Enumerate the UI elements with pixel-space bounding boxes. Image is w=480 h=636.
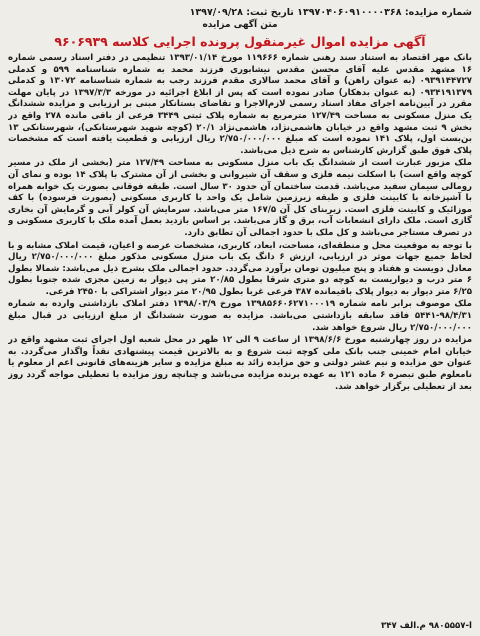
body-paragraph: بانک مهر اقتصاد به استناد سند رهنی شماره ۱۱۹۶۶۶ مورخ ۱۳۹۳/۰۱/۱۴ تنظیمی در دفتر اسناد رسمی شماره ۱۶ مشهد مقدس علیه آقای محسن مقدس نیشابوری فرزند محمد به شماره شناسنامه ۵۹۹ و کدملی ۰۹۳۹۱۴۴۷۲۷ (به عنوان راهن) و آقای محمد سالاری مقدم فرزند رجب به شماره شناسنامه ۱۳۰۷۲ و کدملی ۰۹۳۴۱۹۱۳۷۹ (به عنوان بدهکار) صادر نموده است که پس از ابلاغ اجرائیه در مورخه ۱۳۹۷/۳/۳ در پایان مهلت مقرر در آیین‌نامه اجرای مفاد اسناد رسمی لازم‌الاجرا و تقاضای بستانکار مبنی بر ارزیابی و مزایده ششدانگ یک منزل مسکونی به مساحت ۱۲۷/۴۹ مترمربع به شماره پلاک ثبتی ۳۴۴۹ فرعی از باقی مانده ۲۷۸ واقع در بخش ۹ ثبت مشهد واقع در خیابان هاشمی‌نژاد، هاشمی‌نژاد ۲۰/۱ (کوچه شهید شهرستانکی)، شهرستانکی ۱۳ بن‌بست اول، پلاک ۱۴۱ نموده است که مبلغ ۲/۷۵۰/۰۰۰/۰۰۰ ریال ارزیابی و قطعیت یافته است که مشخصات پلاک فوق طبق گزارش کارشناس به شرح ذیل می‌باشد. (8, 53, 472, 156)
body-paragraph: ملک مزبور عبارت است از ششدانگ یک باب منزل مسکونی به مساحت ۱۲۷/۴۹ متر (بخشی از ملک در مسیر کوچه واقع است) با اسکلت نیمه فلزی و سقف آن شیروانی و بخشی از آن مشترک با پلاک ۱۴ بوده و نمای آن رومالی سیمان سفید می‌باشد. قدمت ساختمان آن حدود ۳۰ سال است. طبقه فوقانی بصورت یک خوابه همراه با آشپزخانه با کابینت فلزی و طبقه زیرزمین شامل یک واحد با کاربری مسکونی (بصورت فرسوده) با کف موزائیک و کابینت فلزی است. زیربنای کل آن ۱۶۷/۵ متر می‌باشد. سرمایش آن کولر آبی و گرمایش آن بخاری گازی است. ملک دارای انشعابات آب، برق و گاز می‌باشد. بر اساس بازدید بعمل آمده ملک با کاربری مسکونی و در تصرف مستاجر می‌باشد و کل ملک با حدود اجمالی آن تطابق دارد. (8, 158, 472, 238)
notice-subtitle: متن آگهی مزایده (202, 20, 278, 30)
body-paragraph: مزایده در روز چهارشنبه مورخ ۱۳۹۸/۶/۶ از ساعت ۹ الی ۱۲ ظهر در محل شعبه اول اجرای ثبت مشهد واقع در خیابان امام خمینی جنب بانک ملی کوچه ثبت شروع و به بالاترین قیمت پیشنهادی نقداً واگذار می‌گردد. به عنوان حق مزایده و نیم عشر دولتی و حق مزایده زائد به مبلغ مزایده و سایر هزینه‌های قانونی اعم از معلوم یا نامعلوم طبق تبصره ۶ ماده ۱۲۱ به عهده برنده مزایده می‌باشد و چنانچه روز مزایده با تعطیلی مواجه گردد روز بعد از تعطیلی برگزار خواهد شد. (8, 335, 472, 392)
body-paragraph: ملک موصوف برابر نامه شماره ۱۳۹۸۵۶۶۰۶۲۷۱۰۰۰۱۹ مورخ ۱۳۹۸/۰۳/۹ دفتر املاک بازداشتی وارده به شماره ۹۸/۴/۳۱-۵۴۴۱ فاقد سابقه بازداشتی می‌باشد. مزایده به صورت ششدانگ از مبلغ ارزیابی در قبال مبلغ ۲/۷۵۰/۰۰۰/۰۰۰ ریال شروع خواهد شد. (8, 299, 472, 333)
notice-footer-ref: آ-۹۸۰۵۵۵۷ م.الف ۳۴۷ (381, 621, 472, 631)
notice-headline: آگهی مزایده اموال غیرمنقول پرونده اجرایی کلاسه ۹۶۰۶۹۳۹ (54, 34, 426, 49)
auction-meta-line: شماره مزایده: ۱۳۹۷۰۴۰۶۰۹۱۰۰۰۰۳۶۸ تاریخ ثبت: ۱۳۹۷/۰۹/۲۸ (189, 7, 472, 18)
body-paragraph: با توجه به موقعیت محل و منطقه‌ای، مساحت، ابعاد، کاربری، مشخصات عرصه و اعیان، قیمت املاک مشابه و با لحاظ جمیع جهات موثر در ارزیابی، ارزش ۶ دانگ یک باب منزل مسکونی مذکور مبلغ ۲/۷۵۰/۰۰۰/۰۰۰ ریال معادل دویست و هفتاد و پنج میلیون تومان برآورد می‌گردد. حدود اجمالی ملک بشرح ذیل می‌باشد: شمالا بطول ۶ متر درب و دیواریست به کوچه دو متری شرقا بطول ۲۰/۸۵ متر پی دیوار به زمین مجزی شده جنوبا بطول ۶/۲۵ متر دیوار به دیوار پلاک باقیمانده ۳۸۷ فرعی غربا بطول ۲۰/۹۵ متر دیوار اشتراکی با ۲۴۵۰ فرعی. (8, 240, 472, 297)
notice-body (8, 53, 472, 394)
